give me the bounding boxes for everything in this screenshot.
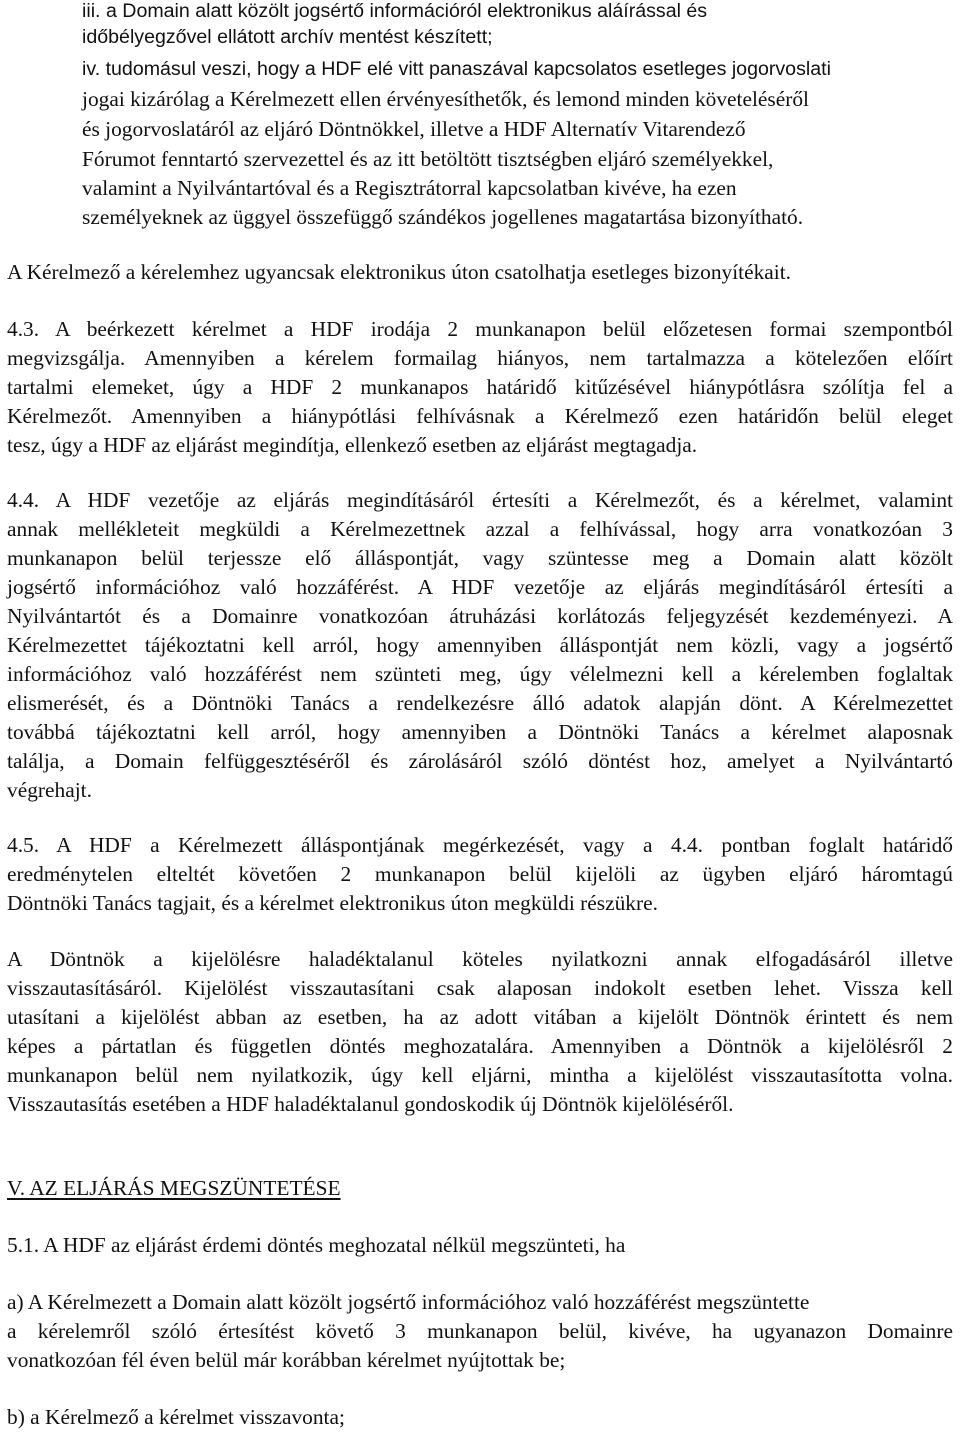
paragraph-4-4-line: végrehajt. — [7, 778, 92, 802]
paragraph-5-1-line: 5.1. A HDF az eljárást érdemi döntés meghozatal nélkül megszünteti, ha — [7, 1233, 626, 1257]
paragraph-4-4-line: találja, a Domain felfüggesztéséről és zárolásáról szóló döntést hoz, amelyet a Nyilvántartó — [7, 749, 953, 773]
list-item-iv-line: valamint a Nyilvántartóval és a Regisztrátorral kapcsolatban kivéve, ha ezen — [82, 176, 737, 200]
paragraph-4-4-line: információhoz való hozzáférést nem szünteti meg, úgy vélelmezni kell a kérelemben foglaltak — [7, 662, 953, 686]
paragraph-4-3-line: Kérelmezőt. Amennyiben a hiánypótlási felhívásnak a Kérelmező ezen határidőn belül eleget — [7, 404, 953, 428]
paragraph-appointment-line: utasítani a kijelölést abban az esetben, ha az adott vitában a kijelölt Döntnök érintett és nem — [7, 1005, 953, 1029]
paragraph-evidence-line: A Kérelmező a kérelemhez ugyancsak elektronikus úton csatolhatja esetleges bizonyítékait. — [7, 260, 792, 284]
item-a-line: vonatkozóan fél éven belül már korábban kérelmet nyújtottak be; — [7, 1348, 566, 1372]
paragraph-appointment-line: Visszautasítás esetében a HDF haladéktalanul gondoskodik új Döntnök kijelöléséről. — [7, 1092, 734, 1116]
paragraph-4-4-line: annak mellékleteit megküldi a Kérelmezettnek azzal a felhívással, hogy arra vonatkozóan 3 — [7, 517, 953, 541]
paragraph-4-5-line: 4.5. A HDF a Kérelmezett álláspontjának megérkezését, vagy a 4.4. pontban foglalt határidő — [7, 833, 953, 857]
paragraph-appointment-line: munkanapon belül nem nyilatkozik, úgy kell eljárni, mintha a kijelölést visszautasította volna. — [7, 1063, 953, 1087]
paragraph-4-4-line: Kérelmezettet tájékoztatni kell arról, hogy amennyiben álláspontját nem közli, vagy a jogsértő — [7, 633, 953, 657]
paragraph-4-4-line: továbbá tájékoztatni kell arról, hogy amennyiben a Döntnöki Tanács a kérelmet alaposnak — [7, 720, 953, 744]
item-a-line: a kérelemről szóló értesítést követő 3 munkanapon belül, kivéve, ha ugyanazon Domainre — [7, 1319, 953, 1343]
paragraph-4-4-line: munkanapon belül terjessze elő álláspontját, vagy szüntesse meg a Domain alatt közölt — [7, 546, 953, 570]
paragraph-4-5-line: eredménytelen elteltét követően 2 munkanapon belül kijelöli az ügyben eljáró háromtagú — [7, 862, 953, 886]
list-item-iii-line: időbélyegzővel ellátott archív mentést készített; — [82, 26, 493, 48]
paragraph-4-3-line: tesz, úgy a HDF az eljárást megindítja, ellenkező esetben az eljárást megtagadja. — [7, 433, 698, 457]
list-item-iv-line: Fórumot fenntartó szervezettel és az itt betöltött tisztségben eljáró személyekkel, — [82, 147, 774, 171]
list-item-iii-line: iii. a Domain alatt közölt jogsértő információról elektronikus aláírással és — [82, 0, 708, 22]
paragraph-4-4-line: 4.4. A HDF vezetője az eljárás megindításáról értesíti a Kérelmezőt, és a kérelmet, valamint — [7, 488, 953, 512]
paragraph-4-4-line: jogsértő információhoz való hozzáférést. A HDF vezetője az eljárás megindításáról értesíti a — [7, 575, 953, 599]
list-item-iv-line: személyeknek az üggyel összefüggő szándékos jogellenes magatartása bizonyítható. — [82, 205, 804, 229]
paragraph-appointment-line: képes a pártatlan és független döntés meghozatalára. Amennyiben a Döntnök a kijelölésről 2 — [7, 1034, 953, 1058]
item-b-line: b) a Kérelmező a kérelmet visszavonta; — [7, 1405, 345, 1429]
item-a-line: a) A Kérelmezett a Domain alatt közölt jogsértő információhoz való hozzáférést megszüntette — [7, 1290, 810, 1314]
paragraph-appointment-line: A Döntnök a kijelölésre haladéktalanul köteles nyilatkozni annak elfogadásáról illetve — [7, 947, 953, 971]
paragraph-4-3-line: 4.3. A beérkezett kérelmet a HDF irodája 2 munkanapon belül előzetesen formai szempontból — [7, 317, 953, 341]
paragraph-4-3-line: megvizsgálja. Amennyiben a kérelem formailag hiányos, nem tartalmazza a kötelezően előírt — [7, 346, 953, 370]
paragraph-4-4-line: elismerését, és a Döntnöki Tanács a rendelkezésre álló adatok alapján dönt. A Kérelmezettet — [7, 691, 953, 715]
list-item-iv-line: jogai kizárólag a Kérelmezett ellen érvényesíthetők, és lemond minden követeléséről — [82, 87, 809, 111]
paragraph-4-5-line: Döntnöki Tanács tagjait, és a kérelmet elektronikus úton megküldi részükre. — [7, 891, 658, 915]
paragraph-4-4-line: Nyilvántartót és a Domainre vonatkozóan átruházási korlátozás feljegyzését kezdeményezi. A — [7, 604, 953, 628]
paragraph-4-3-line: tartalmi elemeket, úgy a HDF 2 munkanapos határidő kitűzésével hiánypótlásra szólítja fel a — [7, 375, 953, 399]
section-heading: V. AZ ELJÁRÁS MEGSZÜNTETÉSE — [7, 1176, 341, 1200]
paragraph-appointment-line: visszautasításáról. Kijelölést visszautasítani csak alaposan indokolt esetben lehet. Vissza kell — [7, 976, 953, 1000]
list-item-iv-line: iv. tudomásul veszi, hogy a HDF elé vitt panaszával kapcsolatos esetleges jogorvoslati — [82, 58, 831, 80]
list-item-iv-line: és jogorvoslatáról az eljáró Döntnökkel, illetve a HDF Alternatív Vitarendező — [82, 117, 746, 141]
